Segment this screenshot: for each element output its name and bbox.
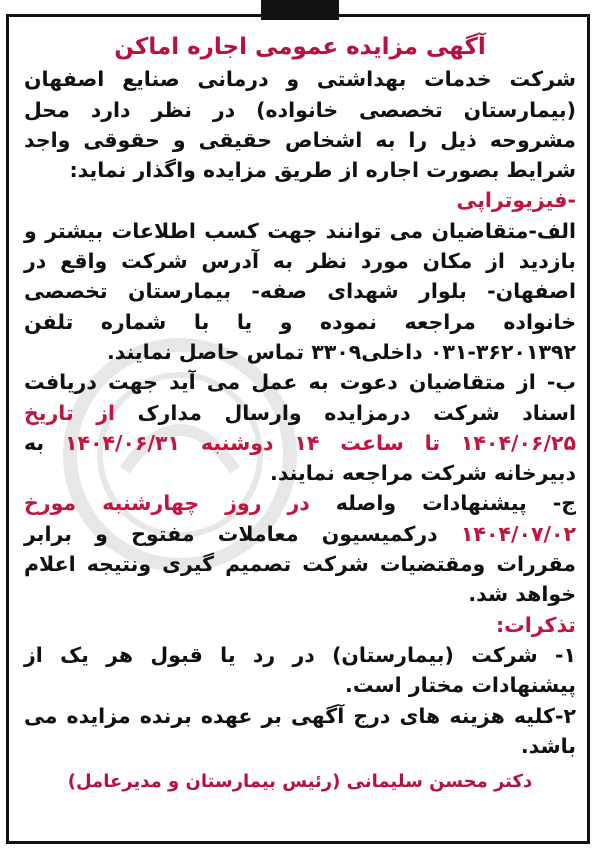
notice-body: [24, 32, 576, 797]
item-a-paragraph: الف-متقاضیان می توانند جهت کسب اطلاعات بیشتر و بازدید از مکان مورد نظر به آدرس شرکت واقع در اصفهان- بلوار شهدای صفه- بیمارستان تخصصی خانواده مراجعه نموده و یا با شماره تلفن ۳۶۲۰۱۳۹۲-۰۳۱ داخلی۳۳۰۹ تماس حاصل نمایند.: [24, 218, 576, 364]
item-c-text-2: درکمیسیون معاملات مفتوح و برابر مقررات ومقتضیات شرکت تصمیم گیری ونتیجه اعلام خواهد شد.: [24, 521, 576, 607]
item-c-text-1: ج- پیشنهادات واصله: [309, 491, 576, 516]
section-heading: -فیزیوتراپی: [456, 188, 576, 213]
item-b-date-range: از تاریخ ۱۴۰۴/۰۶/۲۵ تا ساعت ۱۴ دوشنبه ۱۴۰۴/۰۶/۳۱: [24, 400, 576, 455]
item-c-date: در روز چهارشنبه مورخ ۱۴۰۴/۰۷/۰۲: [24, 491, 576, 546]
intro-paragraph: شرکت خدمات بهداشتی و درمانی صنایع اصفهان (بیمارستان تخصصی خانواده) در نظر دارد محل مشروحه ذیل را به اشخاص حقیقی و حقوقی واجد شرایط بصورت اجاره از طریق مزایده واگذار نماید:: [24, 67, 576, 183]
item-b-paragraph: [24, 367, 576, 488]
item-b-text-1: ب- از متقاضیان دعوت به عمل می آید جهت دریافت اسناد شرکت درمزایده وارسال مدارک: [24, 370, 576, 425]
note-2: ۲-کلیه هزینه های درج آگهی بر عهده برنده مزایده می باشد.: [24, 703, 576, 758]
notice-title: آگهی مزایده عمومی اجاره اماکن: [114, 34, 486, 60]
signature: دکتر محسن سلیمانی (رئیس بیمارستان و مدیرعامل): [67, 771, 533, 793]
notes-heading: تذکرات:: [495, 612, 576, 637]
item-b-text-2: به دبیرخانه شرکت مراجعه نمایند.: [24, 430, 576, 486]
note-1: ۱- شرکت (بیمارستان) در رد یا قبول هر یک از پیشنهادات مختار است.: [24, 642, 576, 698]
item-c-paragraph: [24, 488, 576, 609]
top-black-tab: [261, 0, 339, 20]
